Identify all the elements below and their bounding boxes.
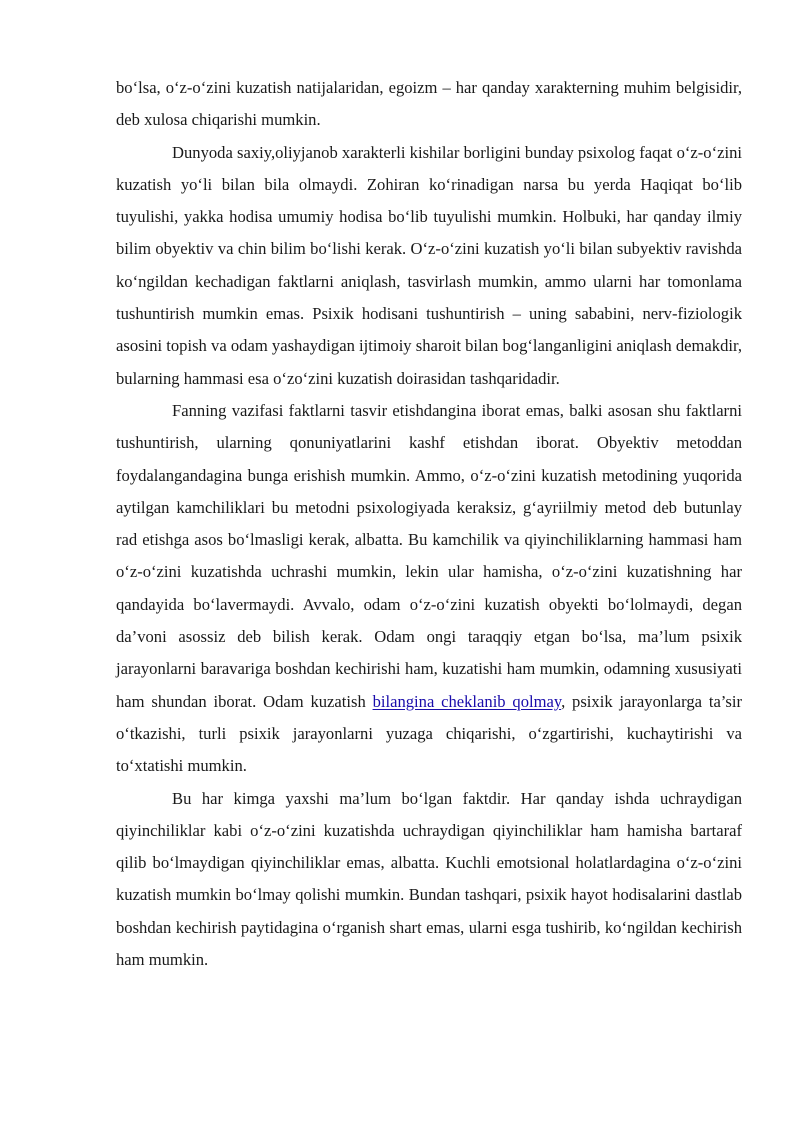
paragraph: [116, 137, 742, 395]
document-body: [116, 72, 742, 976]
paragraph: [116, 72, 742, 137]
paragraph: [116, 395, 742, 783]
paragraph-text: Bu har kimga yaxshi ma’lum bo‘lgan faktdir. Har qanday ishda uchraydigan qiyinchiliklar kabi o‘z-o‘zini kuzatishda uchraydigan qiyinchiliklar ham hamisha bartaraf qilib bo‘lmaydigan qiyinchiliklar emas, albatta. Kuchli emotsional holatlardagina o‘z-o‘zini kuzatish mumkin bo‘lmay qolishi mumkin. Bundan tashqari, psixik hayot hodisalarini dastlab boshdan kechirish paytidagina o‘rganish shart emas, ularni esga tushirib, ko‘ngildan kechirish ham mumkin.: [116, 788, 742, 970]
paragraph: [116, 783, 742, 977]
paragraph-text: , psixik jarayonlarga ta’sir o‘tkazishi, turli psixik jarayonlarni yuzaga chiqarishi, o‘zgartirishi, kuchaytirishi va to‘xtatishi mumkin.: [116, 691, 743, 776]
paragraph-text: bo‘lsa, o‘z-o‘zini kuzatish natijalaridan, egoizm – har qanday xarakterning muhim belgisidir, deb xulosa chiqarishi mumkin.: [116, 78, 742, 130]
paragraph-text: Dunyoda saxiy,oliyjanob xarakterli kishilar borligini bunday psixolog faqat o‘z-o‘zini kuzatish yo‘li bilan bila olmaydi. Zohiran ko‘rinadigan narsa bu yerda Haqiqat bo‘lib tuyulishi, yakka hodisa umumiy hodisa bo‘lib tuyulishi mumkin. Holbuki, har qanday ilmiy bilim obyektiv va chin bilim bo‘lishi kerak. O‘z-o‘zini kuzatish yo‘li bilan subyektiv ravishda ko‘ngildan kechadigan faktlarni aniqlash, tasvirlash mumkin, ammo ularni har tomonlama tushuntirish mumkin emas. Psixik hodisani tushuntirish – uning sababini, nerv-fiziologik asosini topish va odam yashaydigan ijtimoiy sharoit bilan bog‘langanligini aniqlash demakdir, bularning hammasi esa o‘zo‘zini kuzatish doirasidan tashqaridadir.: [116, 142, 742, 388]
hyperlink[interactable]: bilangina cheklanib qolmay: [372, 691, 562, 711]
paragraph-text: Fanning vazifasi faktlarni tasvir etishdangina iborat emas, balki asosan shu faktlarni tushuntirish, ularning qonuniyatlarini kashf etishdan iborat. Obyektiv metoddan foydalangandagina bunga erishish mumkin. Ammo, o‘z-o‘zini kuzatish metodining yuqorida aytilgan kamchiliklari bu metodni psixologiyada keraksiz, g‘ayriilmiy metod deb butunlay rad etishga asos bo‘lmasligi kerak, albatta. Bu kamchilik va qiyinchiliklarning hammasi ham o‘z-o‘zini kuzatishda uchrashi mumkin, lekin ular hamisha, o‘z-o‘zini kuzatishning har qandayida bo‘lavermaydi. Avvalo, odam o‘z-o‘zini kuzatish obyekti bo‘lolmaydi, degan da’voni asossiz deb bilish kerak. Odam ongi taraqqiy etgan bo‘lsa, ma’lum psixik jarayonlarni baravariga boshdan kechirishi ham, kuzatishi ham mumkin, odamning xususiyati ham shundan iborat. Odam kuzatish: [116, 400, 742, 711]
